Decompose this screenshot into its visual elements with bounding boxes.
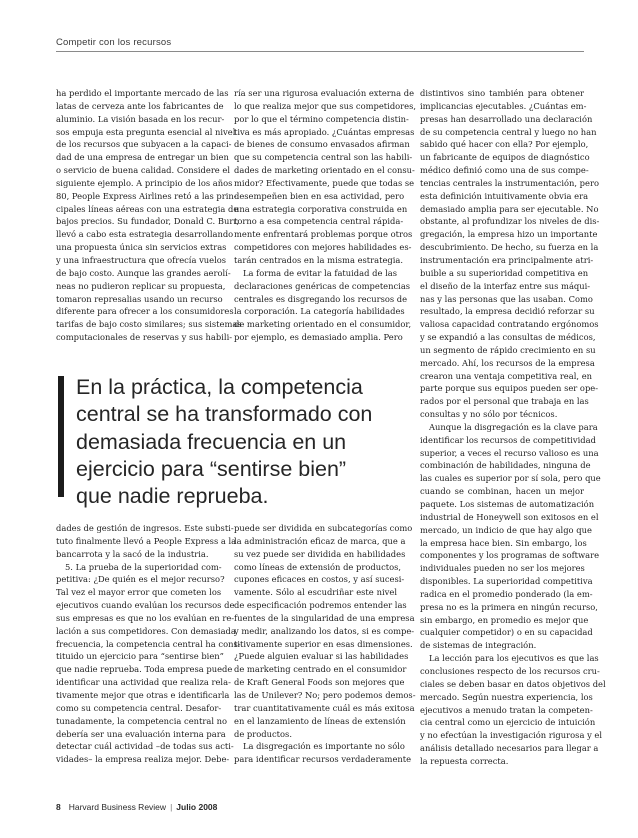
text-line: lación a sus competidores. Con demasiada — [56, 625, 236, 636]
text-line: trar cuantitativamente cuál es más exitosa — [234, 702, 415, 713]
text-line: ha perdido el importante mercado de las — [56, 88, 229, 98]
text-line: que nadie reprueba. Toda empresa puede — [56, 664, 233, 675]
text-line: las de Unilever? No; pero podemos demos- — [234, 689, 416, 700]
page-footer — [56, 802, 217, 812]
text-line: implicancias ejecutables. ¿Cuántas em- — [420, 100, 587, 111]
text-line: de sistemas de integración. — [420, 640, 537, 651]
page-number: 8 — [56, 802, 61, 812]
text-line: por ejemplo, es demasiado amplia. Pero — [234, 332, 403, 343]
text-line: computacionales de reservas y sus habili- — [56, 332, 233, 343]
text-line: tarán centrados en la misma estrategia. — [234, 254, 404, 265]
text-line: La disgregación es importante no sólo — [243, 741, 405, 752]
text-line: ¿Puede alguien evaluar si las habilidades — [234, 651, 409, 662]
text-line: conclusiones respecto de los recursos cru- — [420, 665, 600, 676]
text-line: titivamente superior en esas dimensiones. — [234, 638, 413, 649]
text-line: ejecutivos a menudo tratan la competen- — [420, 704, 593, 715]
pull-quote-bar — [58, 376, 64, 497]
text-line: aluminio. La visión basada en los recur- — [56, 113, 225, 124]
text-line: instrumentación era principalmente atri- — [420, 254, 594, 265]
pull-quote-line: central se ha transformado con — [76, 402, 373, 427]
text-line: ejecutivos cuando evalúan los recursos de — [56, 600, 235, 611]
text-line: médico definió como una de sus compe- — [420, 165, 589, 176]
text-line: un fabricante de equipos de diagnóstico — [420, 152, 590, 163]
pull-quote-line: demasiada frecuencia en un — [76, 429, 347, 454]
text-line: llevó a cabo esta estrategia desarrollando — [56, 229, 234, 240]
text-line: latas de cerveza ante los fabricantes de — [56, 100, 224, 111]
text-line: de bienes de consumo envasados afirman — [234, 139, 410, 150]
text-line: esta definición intuitivamente obvia era — [420, 190, 589, 201]
text-line: cia central como un ejercicio de intuición — [420, 717, 596, 728]
text-line: cupones eficaces en costos, y así sucesi- — [234, 574, 405, 585]
text-line: Tal vez el mayor error que cometen los — [56, 587, 222, 598]
text-line: un segmento de rápido crecimiento en su — [420, 344, 596, 355]
text-line: tomaron represalias usando un recurso — [56, 293, 223, 304]
footer-separator: | — [170, 802, 173, 812]
column-right — [420, 87, 606, 768]
text-line: y se expandió a las consultas de médicos, — [420, 332, 596, 343]
text-line: parte porque sus equipos pueden ser ope- — [420, 383, 599, 394]
text-line: de Kraft General Foods son mejores que — [234, 677, 405, 688]
text-line: y medir, analizando los datos, si es compe- — [234, 625, 415, 636]
column-middle-top — [234, 87, 417, 344]
text-line: Aunque la disgregación es la clave para — [429, 421, 598, 432]
text-line: demasiado amplia para ser ejecutable. No — [420, 203, 599, 214]
text-line: sos empuja esta pregunta esencial al nivel — [56, 126, 236, 137]
text-line: debería ser una evaluación interna para — [56, 728, 226, 739]
text-line: tiva es más apropiado. ¿Cuántas empresas — [234, 126, 415, 137]
text-line: puede ser dividida en subcategorías como — [234, 523, 413, 533]
text-line: disponibles. La superioridad competitiva — [420, 576, 593, 587]
text-line: resultado, la empresa decidió reforzar su — [420, 306, 595, 317]
text-line: tunadamente, la competencia central no — [56, 715, 228, 726]
column-left-top — [56, 87, 242, 344]
text-line: como líneas de extensión de productos, — [234, 561, 402, 572]
text-line: ciales se deben basar en datos objetivos del — [420, 678, 606, 689]
text-line: dades de gestión de ingresos. Este substi- — [56, 523, 234, 533]
text-line: por lo que el término competencia distin- — [234, 113, 409, 124]
text-line: sin embargo, en promedio es mejor que — [420, 614, 589, 625]
text-line: vidades– la empresa realiza mejor. Debe- — [56, 754, 230, 765]
text-line: nas y las personas que las usaban. Como — [420, 293, 593, 304]
text-line: para identificar recursos verdaderamente — [234, 754, 412, 765]
text-line: gregación, la empresa hizo un importante — [420, 229, 598, 240]
text-line: en el lanzamiento de líneas de extensión — [234, 715, 406, 726]
text-line: diferente para ofrecer a los consumidores — [56, 306, 234, 317]
text-line: la administración eficaz de marca, que a — [234, 535, 406, 546]
text-line: midor? Efectivamente, puede que todas se — [234, 177, 415, 188]
text-line: La lección para los ejecutivos es que las — [429, 653, 599, 664]
text-line: La forma de evitar la fatuidad de las — [243, 267, 397, 278]
text-line: las cuales es superior por sí sola, pero que — [420, 473, 601, 484]
column-middle-bottom — [234, 522, 416, 766]
text-line: declaraciones genéricas de competencias — [234, 280, 411, 291]
text-line: bajos precios. Su fundador, Donald C. Burr, — [56, 216, 240, 227]
text-line: una propuesta única sin servicios extras — [56, 242, 227, 253]
text-line: ría ser una rigurosa evaluación externa de — [234, 88, 415, 98]
text-line: su vez puede ser dividida en habilidades — [234, 548, 406, 559]
text-line: vamente. Sólo al escudriñar este nivel — [234, 587, 397, 598]
text-line: combinación de habilidades, ninguna de — [420, 460, 591, 471]
pull-quote-line: En la práctica, la competencia — [76, 375, 363, 399]
text-line: mercado. Según nuestra experiencia, los — [420, 691, 593, 702]
text-line: descubrimiento. De hecho, su fuerza en la — [420, 242, 599, 253]
text-line: tencias centrales la instrumentación, pero — [420, 177, 599, 188]
issue-date: Julio 2008 — [176, 802, 218, 812]
text-line: que su competencia central son las habili- — [234, 152, 413, 163]
text-line: buible a su superioridad competitiva en — [420, 267, 589, 278]
pull-quote-text — [76, 374, 372, 510]
text-line: obstante, al profundizar los niveles de dis- — [420, 216, 600, 227]
text-line: crearon una ventaja competitiva real, en — [420, 370, 593, 381]
text-line: tituido un ejercicio para “sentirse bien” — [56, 651, 224, 662]
text-line: de los recursos que subyacen a la capaci- — [56, 139, 232, 150]
text-line: 5. La prueba de la superioridad com- — [65, 561, 222, 572]
text-line: centrales es disgregando los recursos de — [234, 293, 408, 304]
text-line: de su competencia central y luego no han — [420, 126, 597, 137]
text-line: tarifas de bajo costo similares; sus sistemas — [56, 319, 242, 330]
text-line: superior, a veces el recurso valioso es una — [420, 447, 599, 458]
text-line: y no efectúan la investigación rigurosa y el — [420, 730, 603, 741]
text-line: el diseño de la interfaz entre sus máqui- — [420, 280, 591, 291]
text-line: lo que realiza mejor que sus competidores, — [234, 100, 417, 111]
text-line: o servicio de buena calidad. Considere el — [56, 165, 231, 176]
text-line: una estrategia corporativa construida en — [234, 203, 408, 214]
text-line: de productos. — [234, 728, 292, 739]
text-line: tivamente mejor que otras e identificarla — [56, 689, 230, 700]
text-line: componentes y los programas de software — [420, 550, 600, 561]
text-line: sus empresas es que no los evalúan en re- — [56, 612, 235, 623]
text-line: de bajo costo. Aunque las grandes aerolí- — [56, 267, 231, 278]
text-line: mente enfrentará problemas porque otros — [234, 229, 413, 240]
text-line: de marketing centrado en el consumidor — [234, 664, 407, 675]
text-line: análisis detallado necesarios para llegar a — [420, 743, 599, 754]
text-line: dades de marketing orientado en el consu- — [234, 165, 415, 176]
text-line: competidores con mejores habilidades es- — [234, 242, 412, 253]
text-line: cualquier competidor) o en su capacidad — [420, 627, 593, 638]
text-line: rados por el personal que trabaja en las — [420, 396, 589, 407]
pull-quote-line: ejercicio para “sentirse bien” — [76, 456, 347, 481]
publication-name: Harvard Business Review — [68, 802, 167, 812]
text-line: como su competencia central. Desafor- — [56, 702, 222, 713]
text-line: consultas y no sólo por técnicos. — [420, 409, 558, 420]
text-line: la corporación. La categoría habilidades — [234, 306, 405, 317]
text-line: industrial de Honeywell son exitosos en el — [420, 511, 599, 522]
text-line: 80, People Express Airlines retó a las prin- — [56, 190, 237, 201]
pull-quote-line: que nadie reprueba. — [76, 484, 269, 509]
text-line: bancarrota y la sacó de la industria. — [56, 548, 209, 559]
text-line: individuales pueden no ser los mejores — [420, 563, 585, 574]
text-line: de especificación podremos entender las — [234, 600, 407, 611]
text-line: detectar cuál actividad –de todas sus acti- — [56, 741, 234, 752]
running-header: Competir con los recursos — [56, 37, 172, 48]
text-line: presas han desarrollado una declaración — [420, 113, 593, 124]
text-line: siguiente ejemplo. A principio de los años — [56, 177, 233, 188]
text-line: frecuencia, la competencia central ha cons- — [56, 638, 241, 649]
text-line: sabido qué hacer con ella? Por ejemplo, — [420, 139, 589, 150]
text-line: mercado. Ahí, los recursos de la empresa — [420, 357, 595, 368]
text-line: radica en el promedio ponderado (la em- — [420, 588, 593, 599]
text-line: dad de una empresa de entregar un bien — [56, 152, 229, 163]
text-line: petitiva: ¿De quién es el mejor recurso? — [56, 574, 225, 585]
text-line: cuando se combinan, hacen un mejor — [420, 486, 584, 497]
text-line: y una infraestructura que ofrecía vuelos — [56, 254, 227, 265]
text-line: valiosa capacidad contratando ergónomos — [420, 319, 599, 330]
column-left-bottom — [56, 522, 241, 766]
text-line: la empresa hace bien. Sin embargo, los — [420, 537, 587, 548]
header-rule — [56, 51, 584, 52]
text-line: desempeñen bien en esa actividad, pero — [234, 190, 405, 201]
text-line: presa no es la primera en ningún recurso, — [420, 601, 598, 612]
text-line: de marketing orientado en el consumidor, — [234, 319, 412, 330]
text-line: neas no pudieron replicar su propuesta, — [56, 280, 226, 291]
text-line: torno a esa competencia central rápida- — [234, 216, 404, 227]
text-line: fuentes de la singularidad de una empresa — [234, 612, 415, 623]
text-line: cipales líneas aéreas con una estrategia de — [56, 203, 239, 214]
text-line: la repuesta correcta. — [420, 755, 509, 766]
text-line: tuto finalmente llevó a People Express a la — [56, 535, 237, 546]
text-line: identificar una actividad que realiza rela- — [56, 677, 231, 688]
pull-quote — [58, 374, 394, 509]
text-line: distintivos sino también para obtener — [420, 88, 584, 98]
text-line: paquete. Los sistemas de automatización — [420, 499, 595, 509]
text-line: mercado, un indicio de que hay algo que — [420, 524, 592, 535]
text-line: identificar los recursos de competitividad — [420, 434, 596, 445]
